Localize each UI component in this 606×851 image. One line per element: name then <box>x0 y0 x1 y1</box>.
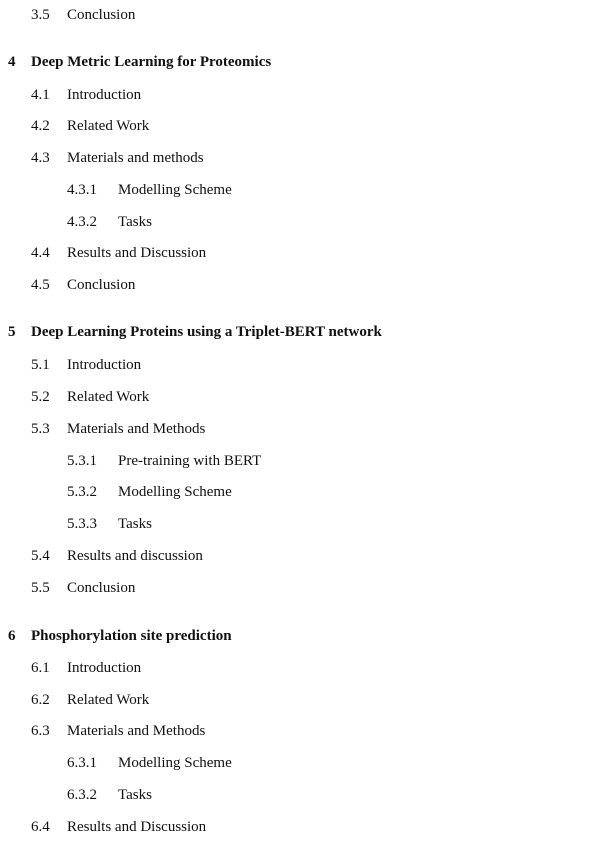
toc-number: 5.5 <box>31 580 50 596</box>
toc-number: 4.2 <box>31 118 50 134</box>
toc-title: Related Work <box>67 389 150 405</box>
toc-number: 6.3.2 <box>67 787 97 803</box>
toc-number: 4.3.1 <box>67 182 97 198</box>
toc-title: Results and discussion <box>67 548 203 564</box>
toc-title: Conclusion <box>67 277 136 293</box>
toc-title: Materials and Methods <box>67 723 206 739</box>
toc-title: Materials and methods <box>67 150 204 166</box>
toc-number: 6.1 <box>31 660 50 676</box>
toc-number: 4.3.2 <box>67 214 97 230</box>
toc-title: Modelling Scheme <box>118 182 232 198</box>
toc-title: Pre-training with BERT <box>118 453 262 469</box>
toc-number: 4.5 <box>31 277 50 293</box>
toc-number: 5.3.3 <box>67 516 97 532</box>
toc-title: Related Work <box>67 118 150 134</box>
toc-number: 4.1 <box>31 87 50 103</box>
toc-title: Tasks <box>118 214 152 230</box>
toc-number: 3.5 <box>31 7 50 23</box>
toc-number: 5.2 <box>31 389 50 405</box>
toc-number: 6.3 <box>31 723 50 739</box>
toc-title: Results and Discussion <box>67 245 207 261</box>
toc-number: 6.4 <box>31 819 50 835</box>
toc-number: 5.1 <box>31 357 50 373</box>
toc-title: Modelling Scheme <box>118 755 232 771</box>
toc-title: Related Work <box>67 692 150 708</box>
toc-number: 5.3.2 <box>67 484 97 500</box>
toc-number: 5.3.1 <box>67 453 97 469</box>
toc-title: Materials and Methods <box>67 421 206 437</box>
toc-title: Introduction <box>67 357 142 373</box>
toc-title: Tasks <box>118 516 152 532</box>
toc-title: Conclusion <box>67 580 136 596</box>
toc-number: 4 <box>8 54 16 70</box>
toc-title: Conclusion <box>67 7 136 23</box>
toc-title: Deep Learning Proteins using a Triplet-BERT network <box>31 324 382 340</box>
toc-number: 6 <box>8 628 16 644</box>
toc-title: Deep Metric Learning for Proteomics <box>31 54 272 70</box>
toc-number: 6.3.1 <box>67 755 97 771</box>
toc-number: 4.3 <box>31 150 50 166</box>
toc-title: Tasks <box>118 787 152 803</box>
toc-number: 6.2 <box>31 692 50 708</box>
toc-number: 4.4 <box>31 245 50 261</box>
toc-title: Introduction <box>67 660 142 676</box>
toc-title: Phosphorylation site prediction <box>31 628 232 644</box>
toc-number: 5.4 <box>31 548 50 564</box>
toc-number: 5 <box>8 324 16 340</box>
toc-title: Introduction <box>67 87 142 103</box>
toc-title: Modelling Scheme <box>118 484 232 500</box>
toc-number: 5.3 <box>31 421 50 437</box>
toc-title: Results and Discussion <box>67 819 207 835</box>
